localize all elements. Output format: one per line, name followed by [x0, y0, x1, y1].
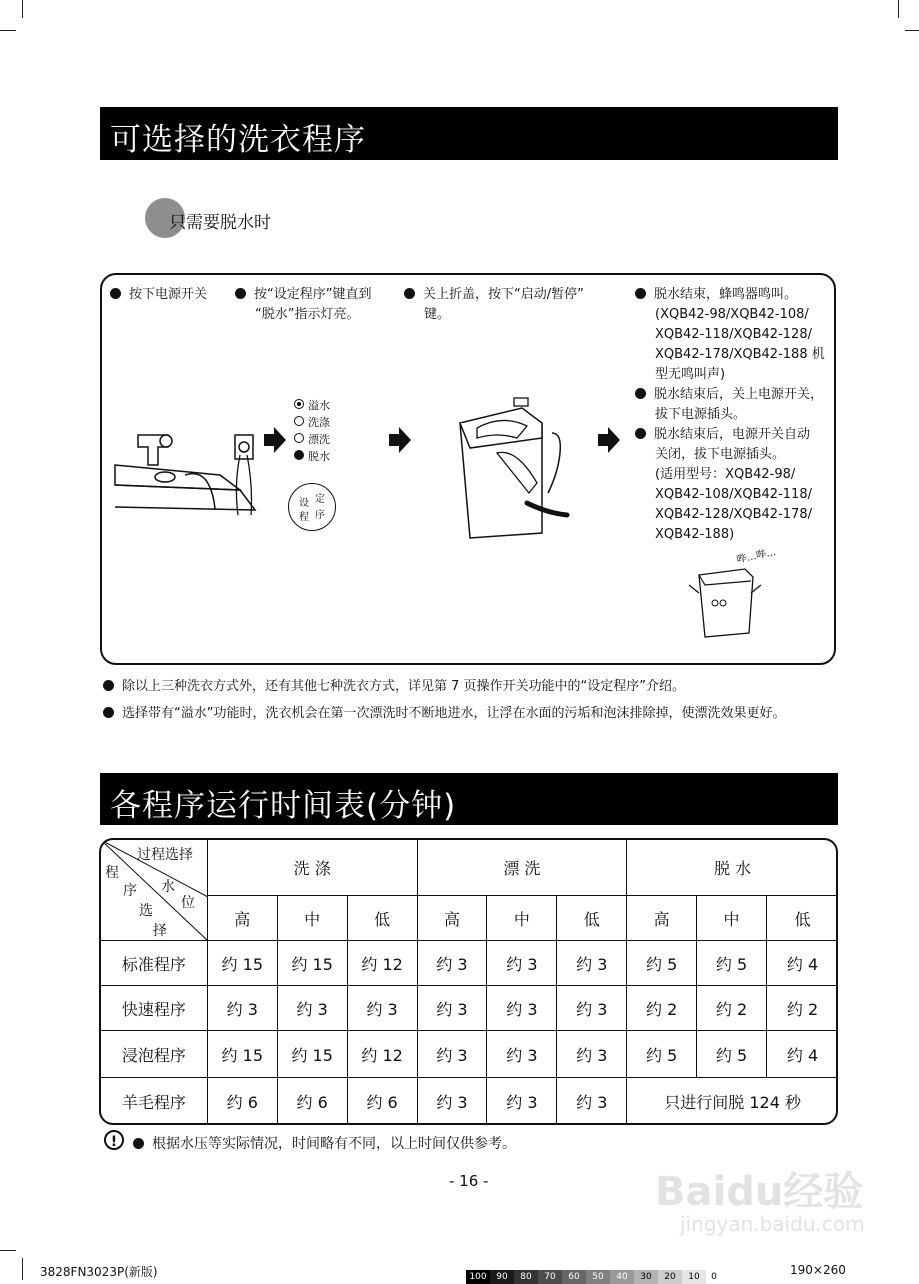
table-cell: 约 6 — [277, 1078, 347, 1125]
step-1: 按下电源开关 — [110, 285, 207, 305]
row-label: 快速程序 — [101, 986, 208, 1031]
table-row — [101, 941, 839, 986]
table-cell: 约 6 — [207, 1078, 277, 1125]
set-program-button: 设 定 程 序 — [288, 483, 336, 531]
table-cell: 约 3 — [207, 986, 277, 1031]
program-indicator: 溢水 洗涤 漂洗 脱水 — [294, 397, 330, 465]
table-cell: 约 15 — [207, 1031, 277, 1078]
caution-icon: ! — [104, 1130, 124, 1150]
table-cell: 约 3 — [557, 1031, 627, 1078]
time-table-wrapper — [99, 838, 838, 1125]
crop-mark — [0, 1250, 16, 1251]
section-title-banner — [100, 107, 838, 160]
arrow-right-icon — [598, 427, 620, 453]
level-header: 中 — [697, 896, 767, 941]
table-cell: 约 15 — [277, 941, 347, 986]
group-header-spin: 脱 水 — [627, 840, 838, 896]
note-1: 除以上三种洗衣方式外，还有其他七种洗衣方式，详见第 7 页操作开关功能中的“设定程序”介绍。 — [103, 675, 685, 694]
table-cell: 约 5 — [697, 1031, 767, 1078]
level-header: 中 — [277, 896, 347, 941]
baidu-watermark-logo: Baidu经验 — [655, 1169, 864, 1215]
gray-scale-bar: 100 90 80 70 60 50 40 30 20 10 0 — [466, 1264, 722, 1284]
arrow-right-icon — [389, 427, 411, 453]
group-header-rinse: 漂 洗 — [417, 840, 627, 896]
table-cell: 约 3 — [277, 986, 347, 1031]
section-title-banner — [100, 773, 838, 825]
section-title: 可选择的洗衣程序 — [110, 122, 366, 158]
crop-mark — [22, 0, 23, 18]
table-cell: 约 3 — [557, 986, 627, 1031]
bullet-icon — [103, 680, 114, 691]
table-cell: 约 3 — [417, 1078, 487, 1125]
table-row — [101, 1031, 839, 1078]
table-cell: 约 5 — [627, 1031, 697, 1078]
table-cell: 约 2 — [627, 986, 697, 1031]
beep-text: 哔…哔… — [735, 546, 778, 566]
table-cell: 约 3 — [487, 986, 557, 1031]
beeping-washer-illustration — [687, 563, 767, 643]
bullet-icon — [103, 707, 114, 718]
table-cell: 约 12 — [347, 941, 417, 986]
level-header: 低 — [767, 896, 839, 941]
row-label: 羊毛程序 — [101, 1078, 208, 1125]
bullet-icon — [635, 288, 646, 299]
faucet-plug-illustration — [110, 415, 260, 525]
step-4: 脱水结束，蜂鸣器鸣叫。 (XQB42-98/XQB42-108/ XQB42-118/XQB42-128/ XQB42-178/XQB42-188 机 型无鸣叫声) 脱水结束后，关上电源开关， 拔下电源插头。 脱水结束后，电源开关自动 关闭，拔下电源插头。 (适用型号：XQB42-98/ XQB42-108/XQB42-118/ XQB42-128/XQB42-178/ XQB42-188) — [635, 285, 825, 545]
table-cell: 约 12 — [347, 1031, 417, 1078]
time-table — [100, 839, 838, 1125]
table-cell: 约 3 — [487, 1031, 557, 1078]
bullet-icon — [635, 428, 646, 439]
crop-mark — [22, 1258, 23, 1280]
arrow-right-icon — [264, 427, 286, 453]
table-cell-merged: 只进行间脱 124 秒 — [627, 1078, 838, 1125]
table-cell: 约 15 — [277, 1031, 347, 1078]
note-2: 选择带有“溢水”功能时，洗衣机会在第一次漂洗时不断地进水，让浮在水面的污垢和泡沫排除掉，使漂洗效果更好。 — [103, 702, 785, 721]
table-cell: 约 3 — [417, 1031, 487, 1078]
washer-illustration — [452, 393, 582, 543]
table-cell: 约 3 — [487, 1078, 557, 1125]
row-label: 浸泡程序 — [101, 1031, 208, 1078]
level-header: 高 — [627, 896, 697, 941]
step-2: 按“设定程序”键直到 “脱水”指示灯亮。 — [235, 285, 371, 325]
table-cell: 约 5 — [697, 941, 767, 986]
level-header: 中 — [487, 896, 557, 941]
table-cell: 约 3 — [557, 1078, 627, 1125]
doc-code: 3828FN3023P(新版) — [40, 1265, 158, 1279]
page-number: - 16 - — [449, 1172, 489, 1190]
table-cell: 约 3 — [417, 941, 487, 986]
table-row — [101, 986, 839, 1031]
crop-mark — [905, 30, 919, 31]
bullet-icon — [404, 288, 415, 299]
table-cell: 约 3 — [487, 941, 557, 986]
instruction-panel — [100, 273, 836, 665]
table-cell: 约 5 — [627, 941, 697, 986]
group-header-wash: 洗 涤 — [207, 840, 417, 896]
doc-size: 190×260 — [790, 1263, 846, 1277]
step-3: 关上折盖，按下“启动/暂停” 键。 — [404, 285, 584, 325]
table-cell: 约 3 — [417, 986, 487, 1031]
table-cell: 约 3 — [557, 941, 627, 986]
watermark-url: jingyan.baidu.com — [680, 1212, 865, 1236]
table-row — [101, 1078, 839, 1125]
footnote: 根据水压等实际情况，时间略有不同，以上时间仅供参考。 — [133, 1133, 516, 1153]
section-title: 各程序运行时间表(分钟) — [110, 788, 457, 824]
bullet-icon — [235, 288, 246, 299]
table-cell: 约 6 — [347, 1078, 417, 1125]
bullet-icon — [110, 288, 121, 299]
table-cell: 约 15 — [207, 941, 277, 986]
table-cell: 约 2 — [767, 986, 839, 1031]
table-cell: 约 4 — [767, 1031, 839, 1078]
table-cell: 约 2 — [697, 986, 767, 1031]
bullet-icon — [133, 1138, 144, 1149]
level-header: 高 — [207, 896, 277, 941]
level-header: 高 — [417, 896, 487, 941]
row-label: 标准程序 — [101, 941, 208, 986]
crop-mark — [898, 0, 899, 18]
subheading-text: 只需要脱水时 — [169, 213, 271, 233]
table-corner-cell: 过程选择 程 序 水 选 位 择 — [101, 840, 208, 941]
level-header: 低 — [347, 896, 417, 941]
crop-mark — [0, 30, 16, 31]
level-header: 低 — [557, 896, 627, 941]
table-cell: 约 4 — [767, 941, 839, 986]
table-cell: 约 3 — [347, 986, 417, 1031]
bullet-icon — [635, 388, 646, 399]
